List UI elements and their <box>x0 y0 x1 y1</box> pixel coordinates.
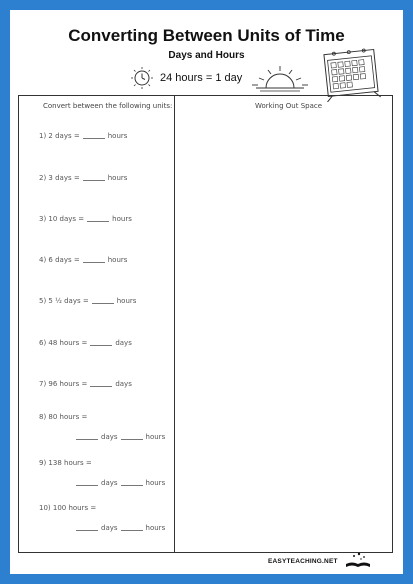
question-8: 8) 80 hours = <box>39 413 88 421</box>
question-9: 9) 138 hours = <box>39 459 92 467</box>
calendar-icon <box>316 44 386 102</box>
answer-blank[interactable] <box>92 303 114 304</box>
question-10: 10) 100 hours = <box>39 504 97 512</box>
answer-blank[interactable] <box>76 439 98 440</box>
page-title: Converting Between Units of Time <box>68 26 345 45</box>
answer-blank[interactable] <box>121 530 143 531</box>
answer-blank[interactable] <box>121 485 143 486</box>
answer-blank[interactable] <box>90 345 112 346</box>
question-9-answer: days hours <box>73 479 165 487</box>
answer-blank[interactable] <box>87 221 109 222</box>
question-1: 1) 2 days = hours <box>39 132 128 140</box>
answer-blank[interactable] <box>90 386 112 387</box>
clock-icon <box>128 65 156 91</box>
column-divider <box>174 96 175 552</box>
answer-blank[interactable] <box>83 262 105 263</box>
question-10-answer: days hours <box>73 524 165 532</box>
brand-logo-text: EASYTEACHING.NET <box>268 558 338 565</box>
equation-text: 24 hours = 1 day <box>160 72 243 84</box>
working-out-header: Working Out Space <box>255 102 323 110</box>
answer-blank[interactable] <box>83 180 105 181</box>
question-8-answer: days hours <box>73 433 165 441</box>
question-3: 3) 10 days = hours <box>39 215 132 223</box>
sun-icon <box>248 64 312 94</box>
answer-blank[interactable] <box>83 138 105 139</box>
question-2: 2) 3 days = hours <box>39 174 128 182</box>
answer-blank[interactable] <box>76 530 98 531</box>
question-7: 7) 96 hours = days <box>39 380 132 388</box>
question-table <box>18 95 393 553</box>
convert-header: Convert between the following units: <box>43 102 173 110</box>
answer-blank[interactable] <box>76 485 98 486</box>
answer-blank[interactable] <box>121 439 143 440</box>
worksheet <box>10 10 403 574</box>
book-logo-icon <box>344 551 372 569</box>
question-4: 4) 6 days = hours <box>39 256 128 264</box>
page-subtitle: Days and Hours <box>168 50 245 61</box>
question-6: 6) 48 hours = days <box>39 339 132 347</box>
question-5: 5) 5 ½ days = hours <box>39 297 137 305</box>
